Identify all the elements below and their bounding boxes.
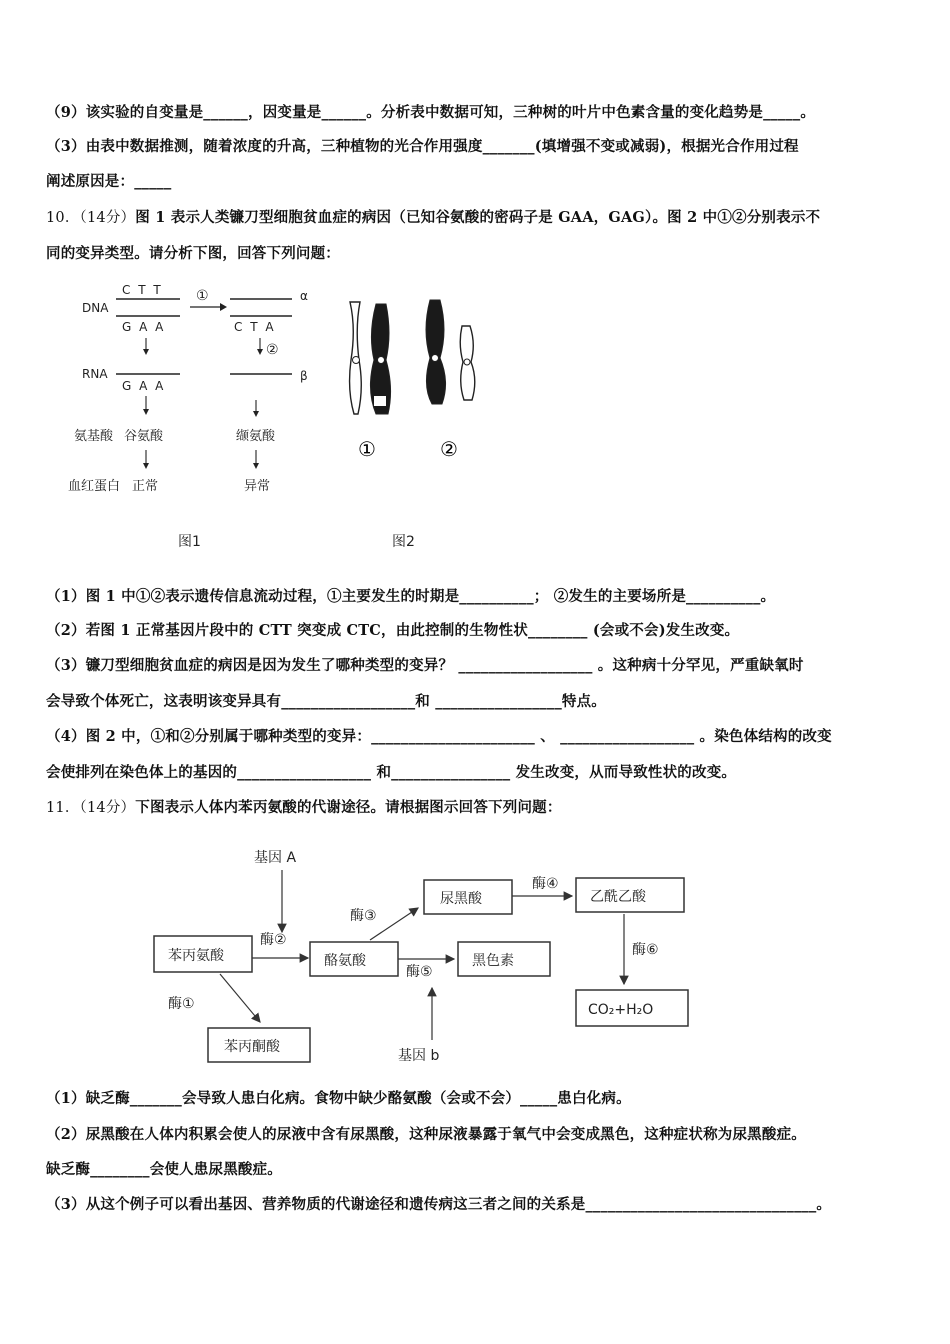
phenylalanine-pathway-diagram [150, 840, 700, 1070]
question-11-text: 下图表示人体内苯丙氨酸的代谢途径。请根据图示回答下列问题： [135, 799, 562, 816]
fig2-caption: 图2 [392, 534, 415, 550]
fig1-aa-mutant: 缬氨酸 [236, 429, 276, 444]
question-9-line: （9）该实验的自变量是______，因变量是______。分析表中数据可知，三种树的叶片中色素含量的变化趋势是_____。 [46, 104, 816, 121]
enzyme-6-label: 酶⑥ [632, 942, 659, 958]
question-10-intro-continued: 同的变异类型。请分析下图，回答下列问题： [46, 245, 340, 262]
fig1-arrow-step1-head [220, 303, 227, 311]
fig2-centromere-2 [432, 355, 439, 362]
question-10-part-2: （2）若图 1 正常基因片段中的 CTT 突变成 CTC，由此控制的生物性状________ (会或不会)发生改变。 [46, 622, 740, 639]
question-11-part-3: （3）从这个例子可以看出基因、营养物质的代谢途径和遗传病这三者之间的关系是_______________________________。 [46, 1196, 832, 1213]
fig2-centromere-2b [464, 359, 470, 365]
fig2-centromere-1b [378, 357, 385, 364]
fig1-caption: 图1 [178, 534, 201, 550]
question-11-intro [46, 798, 562, 818]
fig1-rna-codon: G A A [122, 379, 166, 393]
fig2-centromere-1 [353, 357, 360, 364]
enzyme-3-label: 酶③ [350, 908, 377, 924]
question-11-part-2-continued: 缺乏酶________会使人患尿黑酸症。 [46, 1161, 282, 1178]
fig1-aa-normal: 谷氨酸 [124, 429, 164, 444]
fig1-step1: ① [196, 288, 209, 304]
enzyme-2-label: 酶② [260, 932, 287, 948]
question-10-part-4-continued: 会使排列在染色体上的基因的__________________ 和________________ 发生改变，从而导致性状的改变。 [46, 764, 737, 781]
question-3-continued: 阐述原因是：_____ [46, 173, 172, 190]
question-10-number: 10．（14分） [46, 210, 136, 226]
fig1-arrow-down-left-3-head [143, 463, 149, 469]
fig1-hb-mutant: 异常 [244, 479, 271, 494]
question-3-line: （3）由表中数据推测，随着浓度的升高，三种植物的光合作用强度_______(填增强不变或减弱)，根据光合作用过程 [46, 138, 799, 155]
question-10-part-3: （3）镰刀型细胞贫血症的病因是因为发生了哪种类型的变异？ __________________ 。这种病十分罕见，严重缺氧时 [46, 657, 804, 674]
fig1-hb-label: 血红蛋白 [68, 479, 121, 494]
acetoacetic-acid-label: 乙酰乙酸 [590, 889, 646, 905]
figure-1-and-2 [60, 278, 510, 568]
fig1-step2: ② [266, 342, 279, 358]
question-10-text: 图 1 表示人类镰刀型细胞贫血症的病因（已知谷氨酸的密码子是 GAA，GAG）。图 2 中①②分别表示不 [135, 209, 821, 226]
question-10-part-1: （1）图 1 中①②表示遗传信息流动过程，①主要发生的时期是__________； ②发生的主要场所是__________。 [46, 588, 776, 605]
gene-a-label: 基因 A [254, 850, 297, 866]
fig1-mutant-codon: C T A [234, 320, 276, 334]
fig2-chromosome-1b-white-band [374, 396, 386, 406]
enzyme-1-label: 酶① [168, 996, 195, 1012]
fig1-aa-label: 氨基酸 [74, 429, 114, 444]
co2-h2o-label: CO₂+H₂O [588, 1002, 654, 1018]
phenylalanine-label: 苯丙氨酸 [168, 948, 224, 964]
fig2-mark-2: ② [440, 437, 458, 461]
phenylpyruvic-acid-label: 苯丙酮酸 [224, 1039, 280, 1055]
question-11-number: 11．（14分） [46, 800, 136, 816]
fig2-mark-1: ① [358, 437, 376, 461]
melanin-label: 黑色素 [472, 953, 514, 969]
enzyme-5-label: 酶⑤ [406, 964, 433, 980]
question-10-part-4: （4）图 2 中，①和②分别属于哪种类型的变异：______________________ 、 __________________ 。染色体结构的改变 [46, 728, 832, 745]
fig1-dna-label: DNA [82, 301, 109, 315]
question-11-part-2: （2）尿黑酸在人体内积累会使人的尿液中含有尿黑酸，这种尿液暴露于氧气中会变成黑色，这种症状称为尿黑酸症。 [46, 1126, 806, 1143]
gene-b-label: 基因 b [398, 1048, 440, 1064]
question-11-part-1: （1）缺乏酶_______会导致人患白化病。食物中缺少酪氨酸（会或不会）_____患白化病。 [46, 1090, 631, 1107]
fig1-rna-label: RNA [82, 367, 108, 381]
question-10-part-3-continued: 会导致个体死亡，这表明该变异具有__________________和 _________________特点。 [46, 693, 606, 710]
fig1-beta: β [300, 369, 308, 383]
homogentisic-acid-label: 尿黑酸 [440, 891, 482, 907]
fig1-arrow-down-left-1-head [143, 349, 149, 355]
question-10-intro [46, 208, 820, 228]
fig2-chromosomes [350, 300, 475, 550]
fig1-mid-codon: G A A [122, 320, 166, 334]
arrow-phe-to-ppa [220, 974, 260, 1022]
fig1-arrow-down-left-2-head [143, 409, 149, 415]
fig1-arrow-down-right-2-head [253, 411, 259, 417]
fig1-arrow-down-right-3-head [253, 463, 259, 469]
fig1-alpha: α [300, 289, 308, 303]
fig1-hb-normal: 正常 [132, 479, 159, 494]
arrow-tyr-to-hga [370, 908, 418, 940]
fig2-chromosome-2a [426, 300, 446, 404]
enzyme-4-label: 酶④ [532, 876, 559, 892]
fig1-top-codon: C T T [122, 283, 163, 297]
tyrosine-label: 酪氨酸 [324, 953, 366, 969]
fig1-arrow-down-right-1-head [257, 349, 263, 355]
